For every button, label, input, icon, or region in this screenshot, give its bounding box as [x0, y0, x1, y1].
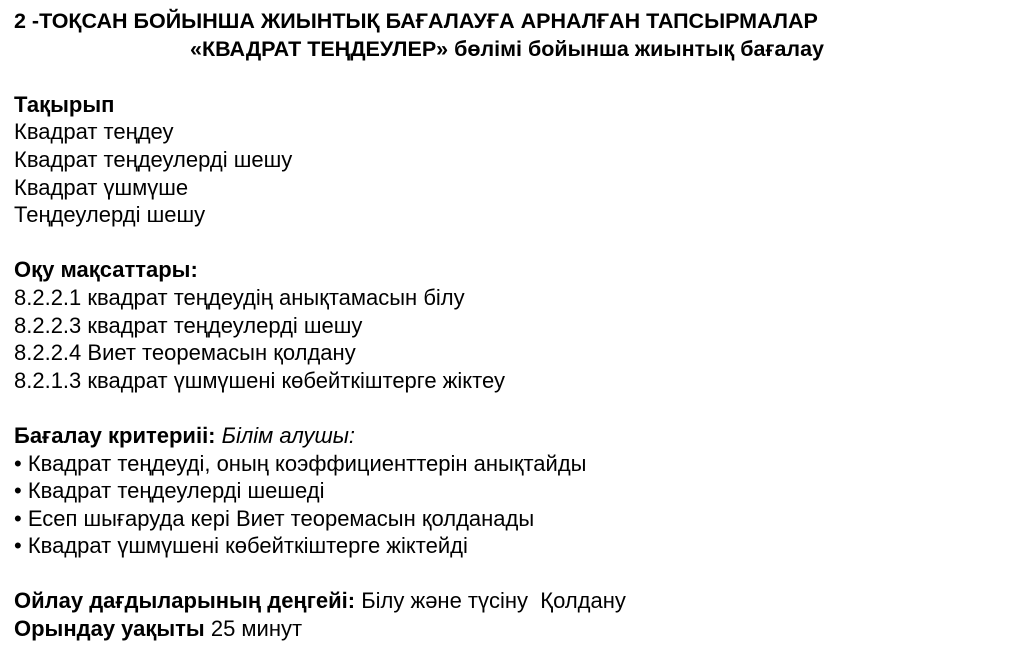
duration-label: Орындау уақыты — [14, 616, 205, 642]
spacer — [14, 394, 1004, 422]
criteria-heading-line — [14, 422, 1004, 450]
duration-value: 25 минут — [210, 616, 303, 642]
document-page — [14, 8, 1004, 643]
topic-item: Квадрат теңдеулерді шешу — [14, 146, 293, 172]
criteria-section — [14, 422, 1004, 560]
objective-item: 8.2.2.4 Виет теоремасын қолдану — [14, 340, 356, 366]
objectives-section — [14, 256, 1004, 394]
objective-item: 8.2.2.1 квадрат теңдеудің анықтамасын білу — [14, 284, 465, 310]
topic-section — [14, 91, 1004, 229]
thinking-level-value: Білу және түсіну Қолдану — [361, 588, 626, 614]
criteria-item: • Есеп шығаруда кері Виет теоремасын қолданады — [14, 505, 535, 531]
document-subtitle: «КВАДРАТ ТЕҢДЕУЛЕР» бөлімі бойынша жиынтық бағалау — [190, 36, 824, 61]
criteria-heading: Бағалау критериіі: — [14, 422, 216, 448]
topic-item: Теңдеулерді шешу — [14, 202, 206, 228]
duration-line — [14, 615, 1004, 643]
spacer — [14, 63, 1004, 91]
topic-heading: Тақырып — [14, 91, 115, 117]
objective-item: 8.2.1.3 квадрат үшмүшені көбейткіштерге жіктеу — [14, 367, 505, 393]
document-title: 2 -ТОҚСАН БОЙЫНША ЖИЫНТЫҚ БАҒАЛАУҒА АРНАЛҒАН ТАПСЫРМАЛАР — [14, 9, 818, 33]
objective-item: 8.2.2.3 квадрат теңдеулерді шешу — [14, 312, 363, 338]
spacer — [14, 229, 1004, 257]
spacer — [14, 560, 1004, 588]
criteria-item: • Квадрат теңдеуді, оның коэффициенттерін анықтайды — [14, 450, 587, 476]
topic-item: Квадрат теңдеу — [14, 119, 174, 145]
criteria-item: • Квадрат теңдеулерді шешеді — [14, 478, 325, 504]
criteria-item: • Квадрат үшмүшені көбейткіштерге жіктейді — [14, 533, 468, 559]
criteria-subheading: Білім алушы: — [221, 422, 356, 448]
topic-item: Квадрат үшмүше — [14, 174, 189, 200]
objectives-heading: Оқу мақсаттары: — [14, 257, 198, 283]
thinking-level-label: Ойлау дағдыларының деңгейі: — [14, 588, 356, 614]
thinking-level-line — [14, 587, 1004, 615]
